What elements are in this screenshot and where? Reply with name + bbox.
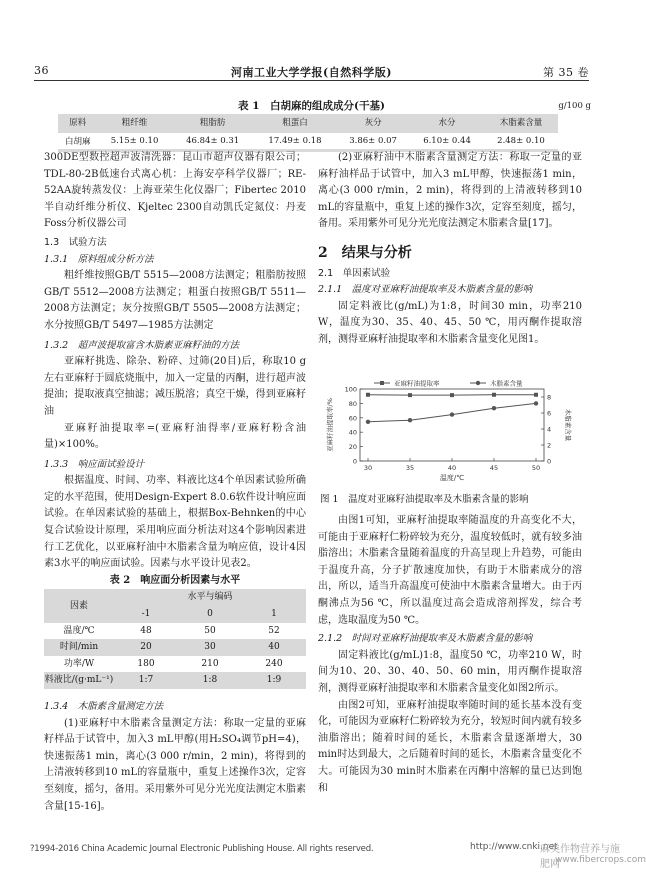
y-right-axis-label: 木脂素含量 xyxy=(564,408,572,442)
table-cell: 40 xyxy=(268,642,280,653)
paragraph-lignan-oil-method: (2)亚麻籽油中木脂素含量测定方法：称取一定量的亚麻籽油样品于试管中，加入3 mL甲醇，快速振荡1 min，离心(3 000 r/min，2 min)，将得到的上清液转移到10 mL的容量瓶中，重复上述的操作3次，定容至刻度，摇匀，备用。采用紫外可见分光光度法测定木脂素含量[17]。 xyxy=(318,152,582,230)
y-left-tick-label: 80 xyxy=(348,399,357,408)
table-row xyxy=(44,656,306,673)
paragraph-1-3-4: (1)亚麻籽中木脂素含量测定方法：称取一定量的亚麻籽样品于试管中，加入3 mL甲醇(用H₂SO₄调节pH=4)，快速振荡1 min，离心(3 000 r/min，2 min)，将得到的上清液转移到10 mL的容量瓶中，重复上述操作3次，定容至刻度，摇匀，备用。采用紫外可见分光光度法测定木脂素含量[15-16]。 xyxy=(44,717,306,812)
paragraph-2-1-1: 固定料液比(g/mL)为1:8，时间30 min，功率210 W，温度为30、35、40、45、50 ℃，用丙酮作提取溶剂，测得亚麻籽油提取率和木脂素含量变化见图1。 xyxy=(318,300,582,345)
journal-title: 河南工业大学学报(自然科学版) xyxy=(231,66,392,79)
table-cell: 5.15± 0.10 xyxy=(98,133,172,149)
table-row xyxy=(44,639,306,656)
table2-title: 表 2 响应面分析因素与水平 xyxy=(109,574,241,586)
table2-factor: 温度/℃ xyxy=(63,625,95,636)
data-point-lignan-content xyxy=(408,418,412,422)
x-tick-label: 35 xyxy=(405,464,415,472)
formula-extraction-rate: 亚麻籽油提取率=(亚麻籽油得率/亚麻籽粉含油量)×100%。 xyxy=(44,422,306,451)
section-heading-1-3-3: 1.3.3 响应面试验设计 xyxy=(44,458,145,470)
paragraph-1-3-2: 亚麻籽挑选、除杂、粉碎、过筛(20目)后，称取10 g左右亚麻籽于圆底烧瓶中，加入一定量的丙酮，进行超声波提油；提取液真空抽滤；减压脱溶；真空干燥，得到亚麻籽油 xyxy=(44,356,306,417)
table-cell: 20 xyxy=(140,642,152,653)
table-cell: 2.48± 0.10 xyxy=(484,133,558,149)
data-point-extraction-rate xyxy=(492,393,496,397)
right-column-bottom xyxy=(318,513,582,797)
x-tick-label: 30 xyxy=(363,464,373,472)
table2-code: 1 xyxy=(271,609,277,620)
table-cell: 240 xyxy=(265,658,283,669)
y-left-tick-label: 0 xyxy=(352,457,357,466)
watermark-url: www.fibercrops.com xyxy=(555,855,646,865)
table1-header: 原料 xyxy=(69,118,87,128)
table1-title: 表 1 白胡麻的组成成分(干基) xyxy=(238,100,385,112)
table2-factor: 料液比/(g·mL⁻¹) xyxy=(44,675,114,686)
table-cell: 17.49± 0.18 xyxy=(254,133,336,149)
copyright-footer: ?1994-2016 China Academic Journal Electronic Publishing House. All rights reserved. xyxy=(30,844,374,854)
section-heading-1-3-1: 1.3.1 原料组成分析方法 xyxy=(44,253,154,265)
table2-code: -1 xyxy=(141,609,151,620)
table1-header: 粗脂肪 xyxy=(199,118,226,128)
table1 xyxy=(58,114,558,152)
table-cell: 白胡麻 xyxy=(58,133,98,149)
section-heading-2: 2 结果与分析 xyxy=(318,244,412,261)
plot-frame xyxy=(360,389,544,461)
table1-header: 粗蛋白 xyxy=(282,118,308,128)
equipment-list: 300DE型数控超声波清洗器：昆山市超声仪器有限公司；TDL-80-2B低速台式离心机：上海安亭科学仪器厂；RE-52AA旋转蒸发仪：上海亚荣生化仪器厂；Fibertec 2010半自动纤维分析仪、Kjeltec 2300自动凯氏定氮仪：丹麦Foss分析仪器公司 xyxy=(44,152,306,230)
paragraph-1-3-3: 根据温度、时间、功率、料液比这4个单因素试验所确定的水平范围，使用Design-Expert 8.0.6软件设计响应面试验。在单因素试验的基础上，根据Box-Behnken的中心复合试验设计原理，采用响应面分析法对这4个影响因素进行工艺优化，以亚麻籽油中木脂素含量为响应值，设计4因素3水平的响应面试验。因素与水平设计见表2。 xyxy=(44,475,306,570)
table-cell: 180 xyxy=(137,658,155,669)
table1-header: 粗纤维 xyxy=(121,118,148,128)
table1-header-row xyxy=(58,114,558,130)
y-left-tick-label: 20 xyxy=(348,443,357,452)
y-left-tick-label: 40 xyxy=(348,428,357,437)
paragraph-1-3-1: 粗纤维按照GB/T 5515—2008方法测定；粗脂肪按照GB/T 5512—2008方法测定；粗蛋白按照GB/T 5511—2008方法测定；灰分按照GB/T 5505—2008方法测定；水分按照GB/T 5497—1985方法测定 xyxy=(44,270,306,331)
right-column-top xyxy=(318,150,582,349)
x-tick-label: 45 xyxy=(489,464,499,472)
y-right-tick-label: 2 xyxy=(547,441,552,450)
y-left-tick-label: 60 xyxy=(348,414,357,423)
watermark-text: 麻类作物营养与施肥网 xyxy=(540,844,620,870)
section-heading-2-1: 2.1 单因素试验 xyxy=(318,267,391,279)
legend-label: 木脂素含量 xyxy=(490,379,523,388)
table2-code: 0 xyxy=(207,609,213,620)
table2 xyxy=(44,573,306,689)
table-cell: 46.84± 0.31 xyxy=(172,133,254,149)
data-point-extraction-rate xyxy=(450,393,454,397)
y-right-tick-label: 6 xyxy=(547,409,552,418)
data-point-extraction-rate xyxy=(408,393,412,397)
table-cell: 52 xyxy=(268,625,280,636)
x-axis-label: 温度/℃ xyxy=(439,474,465,482)
figure-1-chart xyxy=(322,375,582,485)
table2-header-row xyxy=(44,589,306,606)
table-cell: 1:8 xyxy=(202,675,218,686)
left-column xyxy=(44,150,306,815)
y-left-tick-label: 100 xyxy=(344,385,357,394)
table-cell: 30 xyxy=(204,642,216,653)
data-point-extraction-rate xyxy=(366,393,370,397)
section-heading-1-3-2: 1.3.2 超声波提取富含木脂素亚麻籽油的方法 xyxy=(44,339,240,351)
header-rule xyxy=(34,80,589,81)
y-right-tick-label: 0 xyxy=(547,457,552,466)
section-heading-2-1-1: 2.1.1 温度对亚麻籽油提取率及木脂素含量的影响 xyxy=(318,284,533,296)
legend-marker xyxy=(380,381,384,385)
y-right-tick-label: 8 xyxy=(547,393,552,402)
y-right-tick-label: 4 xyxy=(547,425,552,434)
data-point-lignan-content xyxy=(450,412,454,416)
data-point-lignan-content xyxy=(366,420,370,424)
table-row xyxy=(58,133,558,149)
table-cell: 3.86± 0.07 xyxy=(336,133,410,149)
cnki-url: http://www.cnki.net xyxy=(470,842,558,852)
legend-marker xyxy=(476,381,480,385)
table-row xyxy=(44,623,306,640)
table-cell: 1:7 xyxy=(138,675,154,686)
x-tick-label: 50 xyxy=(531,464,541,472)
table2-factor-header: 因素 xyxy=(69,600,88,611)
figure-1-caption: 图 1 温度对亚麻籽油提取率及木脂素含量的影响 xyxy=(320,494,529,505)
data-point-lignan-content xyxy=(534,401,538,405)
chart-svg xyxy=(322,375,582,485)
data-point-lignan-content xyxy=(492,406,496,410)
page-number: 36 xyxy=(34,64,49,77)
table-row xyxy=(44,672,306,689)
legend-label: 亚麻籽油提取率 xyxy=(394,379,440,388)
table2-level-header: 水平与编码 xyxy=(187,592,233,603)
section-heading-1-3-4: 1.3.4 木脂素含量测定方法 xyxy=(44,701,164,712)
y-left-axis-label: 亚麻籽油提取率/% xyxy=(326,398,334,452)
table-cell: 50 xyxy=(204,625,216,636)
volume: 第 35 卷 xyxy=(543,66,589,79)
table1-header: 灰分 xyxy=(364,118,382,128)
data-point-extraction-rate xyxy=(534,393,538,397)
x-tick-label: 40 xyxy=(447,464,457,472)
table1-header: 水分 xyxy=(438,118,456,128)
table-cell: 6.10± 0.44 xyxy=(410,133,484,149)
table-cell: 210 xyxy=(201,658,219,669)
paragraph-figure-1-analysis: 由图1可知，亚麻籽油提取率随温度的升高变化不大，可能由于亚麻籽仁粉碎较为充分，温度较低时，就有较多油脂溶出；木脂素含量随着温度的升高呈现上升趋势，可能由于温度升高，分子扩散速度加快，有助于木脂素成分的溶出，所以，适当升高温度可使油中木脂素含量增大。由于丙酮沸点为56 ℃，所以温度过高会造成溶剂挥发，综合考虑，选取温度为50 ℃。 xyxy=(318,515,582,626)
paragraph-figure-2-analysis: 由图2可知，亚麻籽油提取率随时间的延长基本没有变化，可能因为亚麻籽仁粉碎较为充分，较短时间内就有较多油脂溶出；随着时间的延长，木脂素含量逐渐增大，30 min时达到最大，之后随着时间的延长，木脂素含量变化不大。可能因为30 min时木脂素在丙酮中溶解的量已达到饱和 xyxy=(318,699,582,794)
paragraph-2-1-2: 固定料液比(g/mL)1:8，温度50 ℃，功率210 W，时间为10、20、30、40、50、60 min，用丙酮作提取溶剂，测得亚麻籽油提取率和木脂素含量变化如图2所示。 xyxy=(318,649,582,694)
section-heading-2-1-2: 2.1.2 时间对亚麻籽油提取率及木脂素含量的影响 xyxy=(318,633,533,645)
table1-header: 木脂素含量 xyxy=(499,118,543,128)
section-heading-1-3: 1.3 试验方法 xyxy=(44,236,107,248)
table2-factor: 时间/min xyxy=(59,642,99,653)
table-cell: 48 xyxy=(140,625,152,636)
table1-unit: g/100 g xyxy=(558,101,591,111)
table-cell: 1:9 xyxy=(266,675,282,686)
table2-factor: 功率/W xyxy=(63,658,95,669)
